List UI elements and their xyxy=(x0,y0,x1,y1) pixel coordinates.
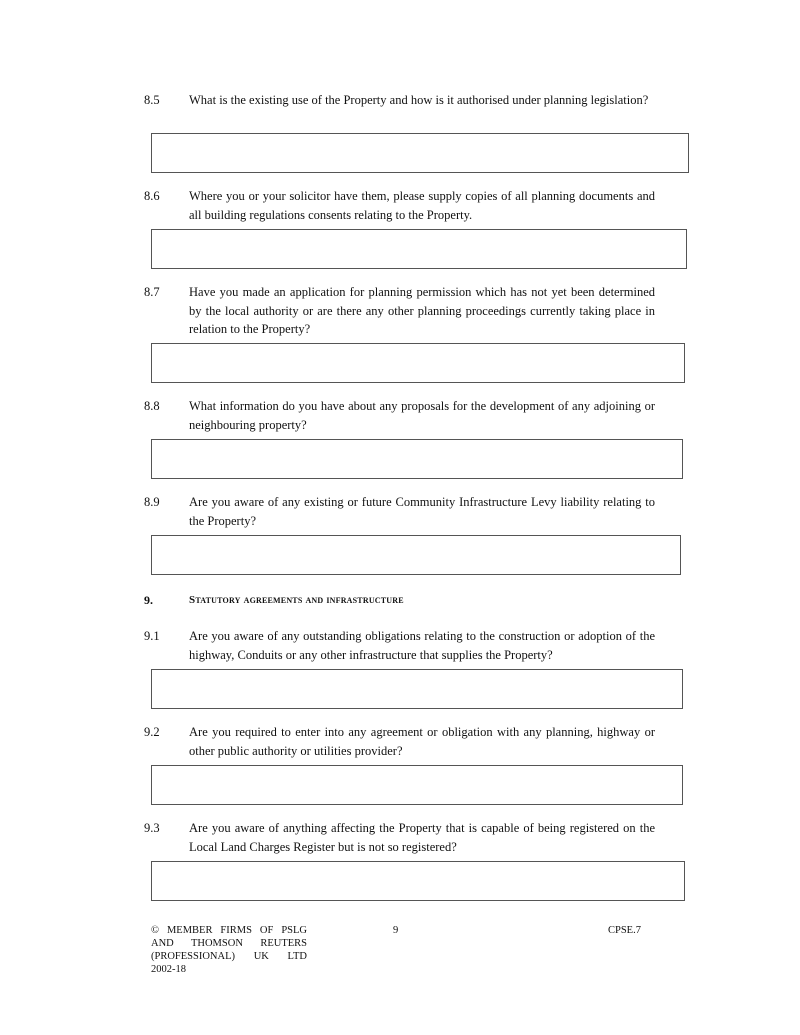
footer-copyright-line: 2002-18 xyxy=(151,964,186,975)
question-text-9-1: Are you aware of any outstanding obligations relating to the construction or adoption of the highway, Conduits or any other infrastructure that supplies the Property? xyxy=(189,629,655,662)
answer-box-8-5[interactable] xyxy=(151,133,689,173)
answer-box-9-1[interactable] xyxy=(151,669,683,709)
question-number-8-8: 8.8 xyxy=(144,399,160,413)
footer-copyright-line: (PROFESSIONAL) UK LTD xyxy=(151,951,307,962)
question-number-9-3: 9.3 xyxy=(144,821,160,835)
answer-box-8-9[interactable] xyxy=(151,535,681,575)
footer-copyright-line: © MEMBER FIRMS OF PSLG xyxy=(151,925,307,936)
question-number-8-9: 8.9 xyxy=(144,495,160,509)
question-text-8-8: What information do you have about any proposals for the development of any adjoining or neighbouring property? xyxy=(189,399,655,432)
section-title: Statutory agreements and infrastructure xyxy=(189,594,404,606)
page-number: 9 xyxy=(393,925,399,936)
question-text-9-3: Are you aware of anything affecting the Property that is capable of being registered on the Local Land Charges Register but is not so registered? xyxy=(189,821,655,854)
document-reference: CPSE.7 xyxy=(608,925,641,936)
question-number-9-1: 9.1 xyxy=(144,629,160,643)
question-text-8-9: Are you aware of any existing or future Community Infrastructure Levy liability relating to the Property? xyxy=(189,495,655,528)
answer-box-8-6[interactable] xyxy=(151,229,687,269)
answer-box-8-7[interactable] xyxy=(151,343,685,383)
answer-box-8-8[interactable] xyxy=(151,439,683,479)
answer-box-9-2[interactable] xyxy=(151,765,683,805)
question-number-9-2: 9.2 xyxy=(144,725,160,739)
answer-box-9-3[interactable] xyxy=(151,861,685,901)
question-number-8-6: 8.6 xyxy=(144,189,160,203)
question-text-8-6: Where you or your solicitor have them, please supply copies of all planning documents and all building regulations consents relating to the Property. xyxy=(189,189,655,222)
question-text-9-2: Are you required to enter into any agreement or obligation with any planning, highway or other public authority or utilities provider? xyxy=(189,725,655,758)
section-number: 9. xyxy=(144,593,153,607)
footer-copyright-line: AND THOMSON REUTERS xyxy=(151,938,307,949)
question-number-8-7: 8.7 xyxy=(144,285,160,299)
question-text-8-7: Have you made an application for planning permission which has not yet been determined by the local authority or are there any other planning proceedings currently taking place in relation to the Property? xyxy=(189,285,655,336)
footer-copyright xyxy=(151,924,307,976)
question-number-8-5: 8.5 xyxy=(144,93,160,107)
question-text-8-5: What is the existing use of the Property and how is it authorised under planning legislation? xyxy=(189,93,649,107)
